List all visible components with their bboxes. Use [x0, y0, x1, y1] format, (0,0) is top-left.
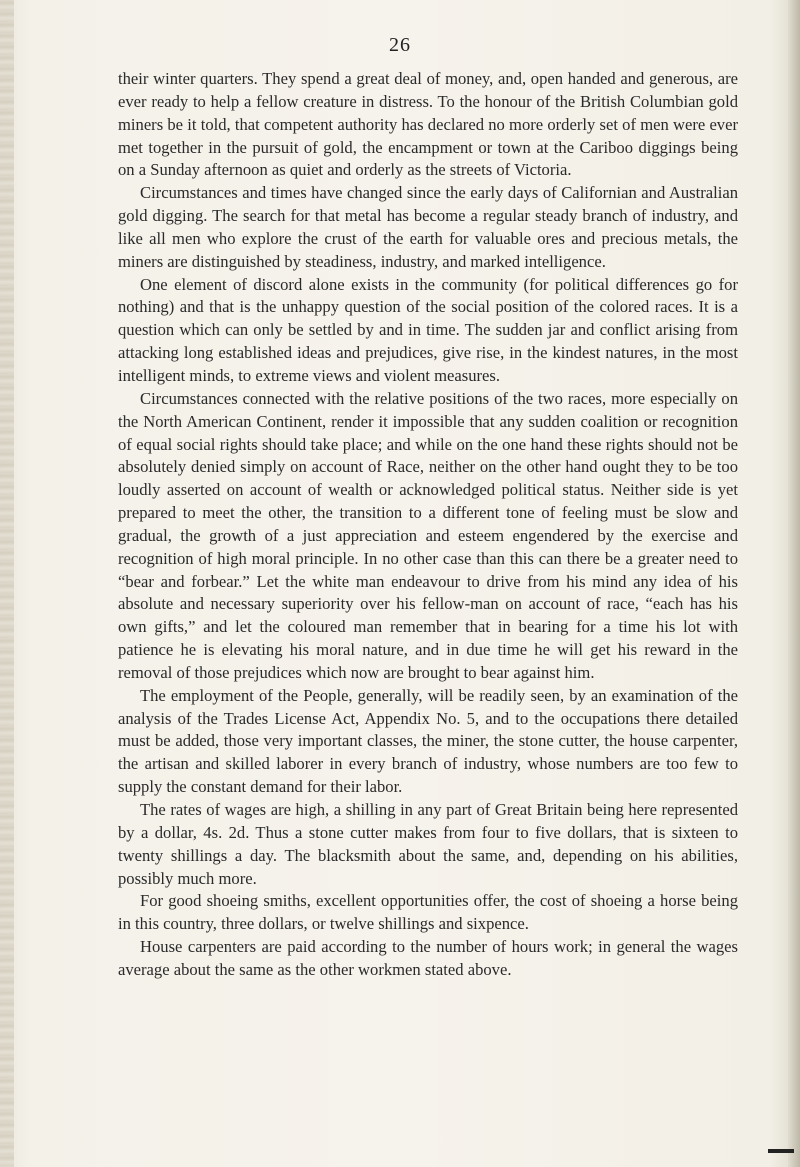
- page-binding-edge: [0, 0, 14, 1167]
- paragraph-shoeing-smiths: For good shoeing smiths, excellent opportunities offer, the cost of shoeing a horse being in this country, three dollars, or twelve shillings and sixpence.: [118, 891, 738, 934]
- paragraph-discord: One element of discord alone exists in the community (for political differences go for nothing) and that is the unhappy question of the social position of the colored races. It is a question which can only be settled by and in time. The sudden jar and conflict arising from attacking long established ideas and prejudices, give rise, in the kindest natures, in the most intelligent minds, to extreme views and violent measures.: [118, 274, 738, 385]
- page-right-edge: [788, 0, 800, 1167]
- paragraph-gold-digging: Circumstances and times have changed since the early days of Californian and Australian gold digging. The search for that metal has become a regular steady branch of industry, and like all men who explore the crust of the earth for valuable ores and precious metals, the miners are distinguished by steadiness, industry, and marked intelligence.: [118, 183, 738, 271]
- paragraph-continuation: their winter quarters. They spend a great deal of money, and, open handed and generous, are ever ready to help a fellow creature in distress. To the honour of the British Columbian gold miners be it told, that competent authority has declared no more orderly set of men were ever met together in the pursuit of gold, the encampment or town at the Cariboo diggings being on a Sunday afternoon as quiet and orderly as the streets of Victoria.: [118, 69, 738, 180]
- paragraph-races: Circumstances connected with the relative positions of the two races, more especially on the North American Continent, render it impossible that any sudden coalition or recognition of equal social rights should take place; and while on the one hand these rights should not be absolutely denied simply on account of Race, neither on the other hand ought they to be too loudly asserted on account of wealth or acknowledged political status. Neither side is yet prepared to meet the other, the transition to a different tone of feeling must be slow and gradual, the growth of a just appreciation and esteem engendered by the exercise and recognition of high moral principle. In no other case than this can there be a greater need to “bear and forbear.” Let the white man endeavour to drive from his mind any idea of his absolute and necessary superiority over his fellow-man on account of race, “each has his own gifts,” and let the coloured man remember that in bearing for a time his lot with patience he is elevating his moral nature, and in due time he will get his reward in the removal of those prejudices which now are brought to bear against him.: [118, 388, 738, 682]
- page-number: 26: [389, 34, 411, 56]
- paragraph-wages: The rates of wages are high, a shilling in any part of Great Britain being here represented by a dollar, 4s. 2d. Thus a stone cutter makes from four to five dollars, that is sixteen to twenty shillings a day. The blacksmith about the same, and, depending on his abilities, possibly much more.: [118, 800, 738, 888]
- paragraph-employment: The employment of the People, generally, will be readily seen, by an examination of the analysis of the Trades License Act, Appendix No. 5, and to the occupations there detailed must be added, those very important classes, the miner, the stone cutter, the house carpenter, the artisan and skilled laborer in every branch of industry, whose numbers are too few to supply the constant demand for their labor.: [118, 685, 738, 797]
- page-text-body: [118, 68, 738, 982]
- paragraph-house-carpenters: House carpenters are paid according to the number of hours work; in general the wages average about the same as the other workmen stated above.: [118, 937, 738, 979]
- scan-corner-mark: [768, 1149, 794, 1153]
